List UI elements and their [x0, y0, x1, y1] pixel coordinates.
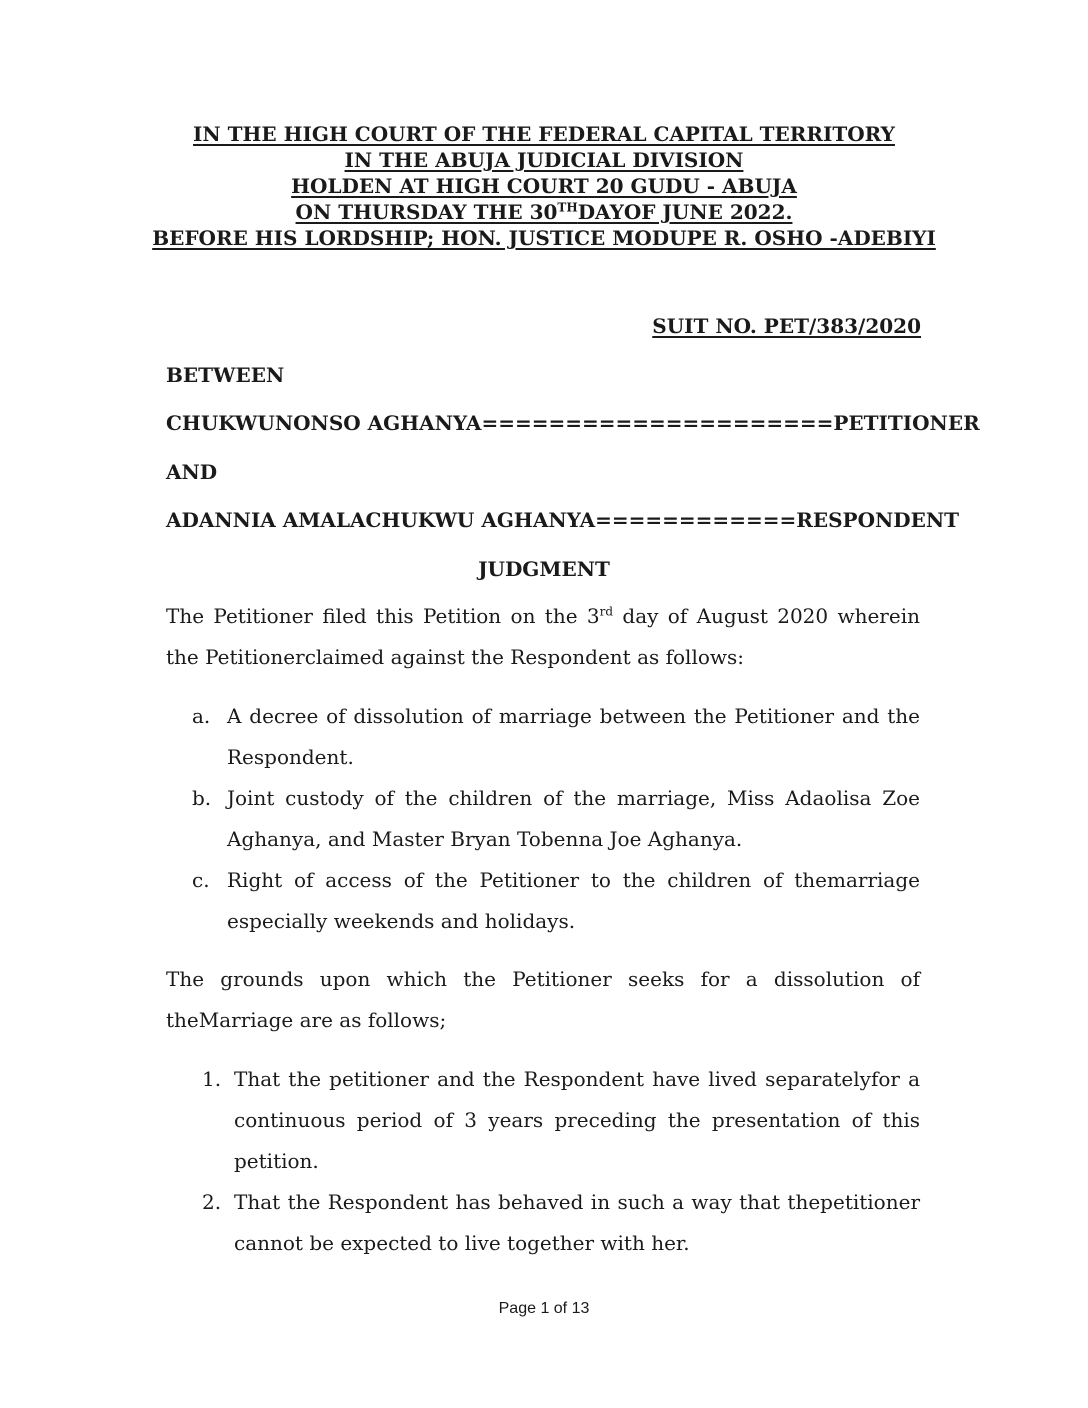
list-marker: b.	[192, 786, 212, 810]
list-marker: c.	[192, 868, 210, 892]
list-item	[166, 1182, 920, 1264]
list-item-text: Right of access of the Petitioner to the children of themarriage especially weekends and holidays.	[227, 868, 920, 933]
list-item	[166, 696, 920, 778]
list-item-text: That the Respondent has behaved in such a way that thepetitioner cannot be expected to live together with her.	[234, 1190, 920, 1255]
petitioner-line: CHUKWUNONSO AGHANYA=====================PETITIONER	[166, 411, 980, 435]
hearing-date: ON THURSDAY THE 30THDAYOF JUNE 2022.	[295, 200, 793, 224]
list-item	[166, 778, 920, 860]
judgment-title: JUDGMENT	[478, 557, 610, 581]
suit-number: SUIT NO. PET/383/2020	[652, 314, 921, 338]
list-marker: 1.	[202, 1067, 222, 1091]
page-number: Page 1 of 13	[498, 1300, 590, 1317]
list-marker: a.	[192, 704, 211, 728]
list-item-text: Joint custody of the children of the marriage, Miss Adaolisa Zoe Aghanya, and Master Bryan Tobenna Joe Aghanya.	[227, 786, 920, 851]
court-location: HOLDEN AT HIGH COURT 20 GUDU - ABUJA	[291, 174, 797, 198]
judicial-division: IN THE ABUJA JUDICIAL DIVISION	[344, 148, 744, 172]
list-marker: 2.	[202, 1190, 222, 1214]
court-name: IN THE HIGH COURT OF THE FEDERAL CAPITAL TERRITORY	[193, 122, 895, 146]
respondent-line: ADANNIA AMALACHUKWU AGHANYA============RESPONDENT	[166, 508, 960, 532]
list-item-text: A decree of dissolution of marriage between the Petitioner and the Respondent.	[227, 704, 920, 769]
grounds-paragraph: The grounds upon which the Petitioner seeks for a dissolution of theMarriage are as follows;	[166, 967, 920, 1032]
grounds-list	[166, 1059, 920, 1264]
list-item	[166, 860, 920, 942]
list-item-text: That the petitioner and the Respondent have lived separatelyfor a continuous period of 3 years preceding the presentation of this petition.	[234, 1067, 920, 1173]
presiding-judge: BEFORE HIS LORDSHIP; HON. JUSTICE MODUPE R. OSHO -ADEBIYI	[152, 226, 936, 250]
intro-paragraph: The Petitioner filed this Petition on the 3rd day of August 2020 wherein the Petitionerclaimed against the Respondent as follows:	[166, 604, 920, 669]
claims-list	[166, 696, 920, 942]
list-item	[166, 1059, 920, 1182]
court-header	[0, 121, 1088, 251]
between-label: BETWEEN	[166, 363, 285, 387]
and-label: AND	[166, 460, 218, 484]
